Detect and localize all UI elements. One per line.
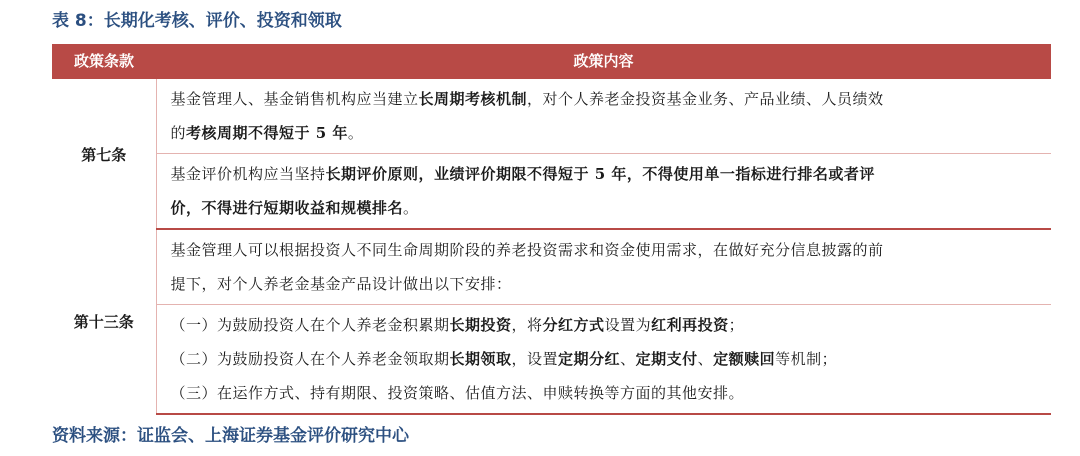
clause-article-13: 第十三条	[52, 229, 156, 414]
table-row	[52, 154, 1051, 230]
table-header-row	[52, 44, 1051, 78]
table-row	[52, 229, 1051, 305]
article-13-intro	[156, 229, 1051, 305]
source-note: 资料来源：证监会、上海证券基金评价研究中心	[52, 426, 409, 446]
list-item: （三）在运作方式、持有期限、投资策略、估值方法、申赎转换等方面的其他安排。	[170, 384, 745, 402]
table-title: 表 8：长期化考核、评价、投资和领取	[52, 11, 342, 31]
header-content: 政策内容	[156, 44, 1051, 78]
article-7-paragraph-1	[156, 78, 1051, 154]
text-line: 基金评价机构应当坚持长期评价原则，业绩评价期限不得短于 5 年，不得使用单一指标进行排名或者评	[170, 165, 875, 183]
text-line: 基金管理人、基金销售机构应当建立长周期考核机制，对个人养老金投资基金业务、产品业绩、人员绩效	[170, 90, 884, 108]
list-item: （二）为鼓励投资人在个人养老金领取期长期领取，设置定期分红、定期支付、定额赎回等机制；	[170, 350, 838, 368]
text-line: 价，不得进行短期收益和规模排名。	[170, 199, 419, 217]
article-7-paragraph-2	[156, 154, 1051, 230]
table-row	[52, 305, 1051, 415]
clause-article-7: 第七条	[52, 78, 156, 229]
table-row	[52, 78, 1051, 154]
policy-table	[52, 44, 1051, 415]
text-line: 基金管理人可以根据投资人不同生命周期阶段的养老投资需求和资金使用需求，在做好充分信息披露的前	[170, 241, 884, 259]
article-13-items	[156, 305, 1051, 415]
header-clause: 政策条款	[52, 44, 156, 78]
text-line: 提下，对个人养老金基金产品设计做出以下安排：	[170, 275, 512, 293]
text-line: 的考核周期不得短于 5 年。	[170, 124, 364, 142]
list-item: （一）为鼓励投资人在个人养老金积累期长期投资，将分红方式设置为红利再投资；	[170, 316, 745, 334]
